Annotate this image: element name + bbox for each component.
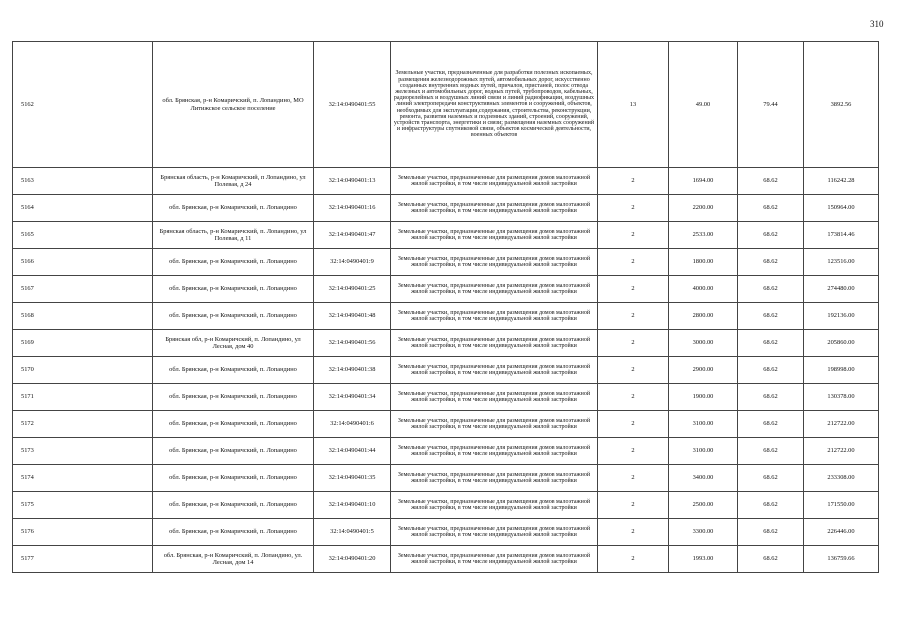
area-cell: 2533.00 — [669, 222, 738, 249]
cadastral-number-cell: 32:14:0490401:6 — [314, 411, 391, 438]
use-code-cell: 2 — [598, 222, 669, 249]
cadastral-value-cell: 192136.00 — [804, 303, 879, 330]
area-cell: 2500.00 — [669, 492, 738, 519]
cadastral-value-cell: 226446.00 — [804, 519, 879, 546]
row-number-cell: 5162 — [13, 42, 153, 168]
row-number-cell: 5170 — [13, 357, 153, 384]
specific-value-cell: 68.62 — [738, 519, 804, 546]
cadastral-value-cell: 212722.00 — [804, 438, 879, 465]
area-cell: 3300.00 — [669, 519, 738, 546]
land-use-cell: Земельные участки, предназначенные для размещения домов малоэтажной жилой застройки, в том числе индивидуальной жилой застройки — [391, 330, 598, 357]
land-use-cell: Земельные участки, предназначенные для размещения домов малоэтажной жилой застройки, в том числе индивидуальной жилой застройки — [391, 276, 598, 303]
land-use-cell: Земельные участки, предназначенные для размещения домов малоэтажной жилой застройки, в том числе индивидуальной жилой застройки — [391, 465, 598, 492]
cadastral-value-cell: 130378.00 — [804, 384, 879, 411]
cadastral-table — [12, 41, 879, 573]
cadastral-value-cell: 205860.00 — [804, 330, 879, 357]
cadastral-number-cell: 32:14:0490401:25 — [314, 276, 391, 303]
cadastral-value-cell: 150964.00 — [804, 195, 879, 222]
cadastral-number-cell: 32:14:0490401:5 — [314, 519, 391, 546]
address-cell: обл. Брянская, р-н Комаричский, п. Лопандино — [153, 357, 314, 384]
table-row — [13, 42, 879, 168]
cadastral-value-cell: 3892.56 — [804, 42, 879, 168]
land-use-cell: Земельные участки, предназначенные для размещения домов малоэтажной жилой застройки, в том числе индивидуальной жилой застройки — [391, 384, 598, 411]
address-cell: обл. Брянская, р-н Комаричский, п. Лопандино, ул. Лесная, дом 14 — [153, 546, 314, 573]
row-number-cell: 5172 — [13, 411, 153, 438]
table-row — [13, 519, 879, 546]
use-code-cell: 2 — [598, 276, 669, 303]
use-code-cell: 2 — [598, 519, 669, 546]
page-number: 310 — [870, 19, 884, 29]
cadastral-number-cell: 32:14:0490401:35 — [314, 465, 391, 492]
cadastral-number-cell: 32:14:0490401:55 — [314, 42, 391, 168]
area-cell: 3100.00 — [669, 438, 738, 465]
cadastral-number-cell: 32:14:0490401:47 — [314, 222, 391, 249]
use-code-cell: 2 — [598, 384, 669, 411]
address-cell: обл. Брянская, р-н Комаричский, п. Лопандино — [153, 384, 314, 411]
table-row — [13, 249, 879, 276]
row-number-cell: 5163 — [13, 168, 153, 195]
table-row — [13, 222, 879, 249]
row-number-cell: 5174 — [13, 465, 153, 492]
table-row — [13, 168, 879, 195]
table-row — [13, 492, 879, 519]
land-use-cell: Земельные участки, предназначенные для разработки полезных ископаемых, размещения железнодорожных путей, автомобильных дорог, искусственно созданных внутренних водных путей, причалов, пристаней, полос отвода железных и автомобильных дорог, водных путей, трубопроводов, кабельных, радиорелейных и воздушных линий связи и линий радиофикации, воздушных линий электропередачи конструктивных элементов и сооружений, объектов, необходимых для эксплуатации,содержания, строительства, реконструкции, ремонта, развития наземных и подземных зданий, строений, сооружений, устройств транспорта, энергетики и связи; размещения наземных сооружений и инфраструктуры спутниковой связи, объектов космической деятельности, военных объектов — [391, 42, 598, 168]
cadastral-number-cell: 32:14:0490401:34 — [314, 384, 391, 411]
cadastral-value-cell: 212722.00 — [804, 411, 879, 438]
address-cell: обл. Брянская, р-н Комаричский, п. Лопандино — [153, 438, 314, 465]
area-cell: 2800.00 — [669, 303, 738, 330]
area-cell: 2900.00 — [669, 357, 738, 384]
land-use-cell: Земельные участки, предназначенные для размещения домов малоэтажной жилой застройки, в том числе индивидуальной жилой застройки — [391, 438, 598, 465]
land-use-cell: Земельные участки, предназначенные для размещения домов малоэтажной жилой застройки, в том числе индивидуальной жилой застройки — [391, 519, 598, 546]
use-code-cell: 2 — [598, 249, 669, 276]
address-cell: обл. Брянская, р-н Комаричский, п. Лопандино — [153, 276, 314, 303]
specific-value-cell: 68.62 — [738, 411, 804, 438]
table-row — [13, 276, 879, 303]
table-row — [13, 465, 879, 492]
area-cell: 2200.00 — [669, 195, 738, 222]
cadastral-value-cell: 116242.28 — [804, 168, 879, 195]
area-cell: 49.00 — [669, 42, 738, 168]
cadastral-value-cell: 171550.00 — [804, 492, 879, 519]
specific-value-cell: 68.62 — [738, 222, 804, 249]
address-cell: обл. Брянская, р-н Комаричский, п. Лопандино — [153, 411, 314, 438]
area-cell: 1694.00 — [669, 168, 738, 195]
address-cell: Брянская область, р-н Комаричский, п Лопандино, ул Полевая, д 24 — [153, 168, 314, 195]
row-number-cell: 5171 — [13, 384, 153, 411]
use-code-cell: 2 — [598, 411, 669, 438]
use-code-cell: 13 — [598, 42, 669, 168]
row-number-cell: 5175 — [13, 492, 153, 519]
table-row — [13, 330, 879, 357]
row-number-cell: 5169 — [13, 330, 153, 357]
land-use-cell: Земельные участки, предназначенные для размещения домов малоэтажной жилой застройки, в том числе индивидуальной жилой застройки — [391, 357, 598, 384]
use-code-cell: 2 — [598, 168, 669, 195]
cadastral-number-cell: 32:14:0490401:38 — [314, 357, 391, 384]
specific-value-cell: 79.44 — [738, 42, 804, 168]
cadastral-number-cell: 32:14:0490401:10 — [314, 492, 391, 519]
row-number-cell: 5165 — [13, 222, 153, 249]
specific-value-cell: 68.62 — [738, 357, 804, 384]
table-row — [13, 357, 879, 384]
land-use-cell: Земельные участки, предназначенные для размещения домов малоэтажной жилой застройки, в том числе индивидуальной жилой застройки — [391, 411, 598, 438]
land-use-cell: Земельные участки, предназначенные для размещения домов малоэтажной жилой застройки, в том числе индивидуальной жилой застройки — [391, 492, 598, 519]
table-row — [13, 303, 879, 330]
specific-value-cell: 68.62 — [738, 384, 804, 411]
specific-value-cell: 68.62 — [738, 276, 804, 303]
land-use-cell: Земельные участки, предназначенные для размещения домов малоэтажной жилой застройки, в том числе индивидуальной жилой застройки — [391, 195, 598, 222]
table-body — [13, 42, 879, 573]
table-row — [13, 195, 879, 222]
address-cell: обл. Брянская, р-н Комаричский, п. Лопандино, МО Литижское сельское поселение — [153, 42, 314, 168]
cadastral-number-cell: 32:14:0490401:56 — [314, 330, 391, 357]
row-number-cell: 5177 — [13, 546, 153, 573]
row-number-cell: 5168 — [13, 303, 153, 330]
area-cell: 3000.00 — [669, 330, 738, 357]
land-use-cell: Земельные участки, предназначенные для размещения домов малоэтажной жилой застройки, в том числе индивидуальной жилой застройки — [391, 546, 598, 573]
specific-value-cell: 68.62 — [738, 438, 804, 465]
cadastral-number-cell: 32:14:0490401:44 — [314, 438, 391, 465]
address-cell: обл. Брянская, р-н Комаричский, п. Лопандино — [153, 519, 314, 546]
land-use-cell: Земельные участки, предназначенные для размещения домов малоэтажной жилой застройки, в том числе индивидуальной жилой застройки — [391, 168, 598, 195]
use-code-cell: 2 — [598, 546, 669, 573]
use-code-cell: 2 — [598, 438, 669, 465]
cadastral-value-cell: 233308.00 — [804, 465, 879, 492]
use-code-cell: 2 — [598, 303, 669, 330]
cadastral-value-cell: 136759.66 — [804, 546, 879, 573]
land-use-cell: Земельные участки, предназначенные для размещения домов малоэтажной жилой застройки, в том числе индивидуальной жилой застройки — [391, 249, 598, 276]
row-number-cell: 5173 — [13, 438, 153, 465]
area-cell: 3100.00 — [669, 411, 738, 438]
cadastral-value-cell: 173814.46 — [804, 222, 879, 249]
specific-value-cell: 68.62 — [738, 249, 804, 276]
land-use-cell: Земельные участки, предназначенные для размещения домов малоэтажной жилой застройки, в том числе индивидуальной жилой застройки — [391, 303, 598, 330]
area-cell: 1800.00 — [669, 249, 738, 276]
row-number-cell: 5176 — [13, 519, 153, 546]
table-row — [13, 546, 879, 573]
address-cell: обл. Брянская, р-н Комаричский, п. Лопандино — [153, 465, 314, 492]
use-code-cell: 2 — [598, 465, 669, 492]
specific-value-cell: 68.62 — [738, 546, 804, 573]
specific-value-cell: 68.62 — [738, 195, 804, 222]
address-cell: обл. Брянская, р-н Комаричский, п. Лопандино — [153, 492, 314, 519]
address-cell: Брянская обл, р-н Комаричский, п. Лопандино, ул Лесная, дом 40 — [153, 330, 314, 357]
address-cell: обл. Брянская, р-н Комаричский, п. Лопандино — [153, 303, 314, 330]
specific-value-cell: 68.62 — [738, 303, 804, 330]
specific-value-cell: 68.62 — [738, 492, 804, 519]
cadastral-number-cell: 32:14:0490401:20 — [314, 546, 391, 573]
table-row — [13, 438, 879, 465]
address-cell: обл. Брянская, р-н Комаричский, п. Лопандино — [153, 195, 314, 222]
area-cell: 1993.00 — [669, 546, 738, 573]
cadastral-value-cell: 123516.00 — [804, 249, 879, 276]
cadastral-value-cell: 198998.00 — [804, 357, 879, 384]
specific-value-cell: 68.62 — [738, 465, 804, 492]
use-code-cell: 2 — [598, 330, 669, 357]
cadastral-number-cell: 32:14:0490401:9 — [314, 249, 391, 276]
area-cell: 3400.00 — [669, 465, 738, 492]
use-code-cell: 2 — [598, 357, 669, 384]
cadastral-number-cell: 32:14:0490401:16 — [314, 195, 391, 222]
table-row — [13, 411, 879, 438]
address-cell: обл. Брянская, р-н Комаричский, п. Лопандино — [153, 249, 314, 276]
cadastral-value-cell: 274480.00 — [804, 276, 879, 303]
land-use-cell: Земельные участки, предназначенные для размещения домов малоэтажной жилой застройки, в том числе индивидуальной жилой застройки — [391, 222, 598, 249]
row-number-cell: 5166 — [13, 249, 153, 276]
use-code-cell: 2 — [598, 195, 669, 222]
cadastral-number-cell: 32:14:0490401:48 — [314, 303, 391, 330]
cadastral-number-cell: 32:14:0490401:13 — [314, 168, 391, 195]
specific-value-cell: 68.62 — [738, 330, 804, 357]
row-number-cell: 5164 — [13, 195, 153, 222]
address-cell: Брянская область, р-н Комаричский, п. Лопандино, ул Полевая, д 11 — [153, 222, 314, 249]
area-cell: 4000.00 — [669, 276, 738, 303]
table-row — [13, 384, 879, 411]
row-number-cell: 5167 — [13, 276, 153, 303]
specific-value-cell: 68.62 — [738, 168, 804, 195]
use-code-cell: 2 — [598, 492, 669, 519]
area-cell: 1900.00 — [669, 384, 738, 411]
